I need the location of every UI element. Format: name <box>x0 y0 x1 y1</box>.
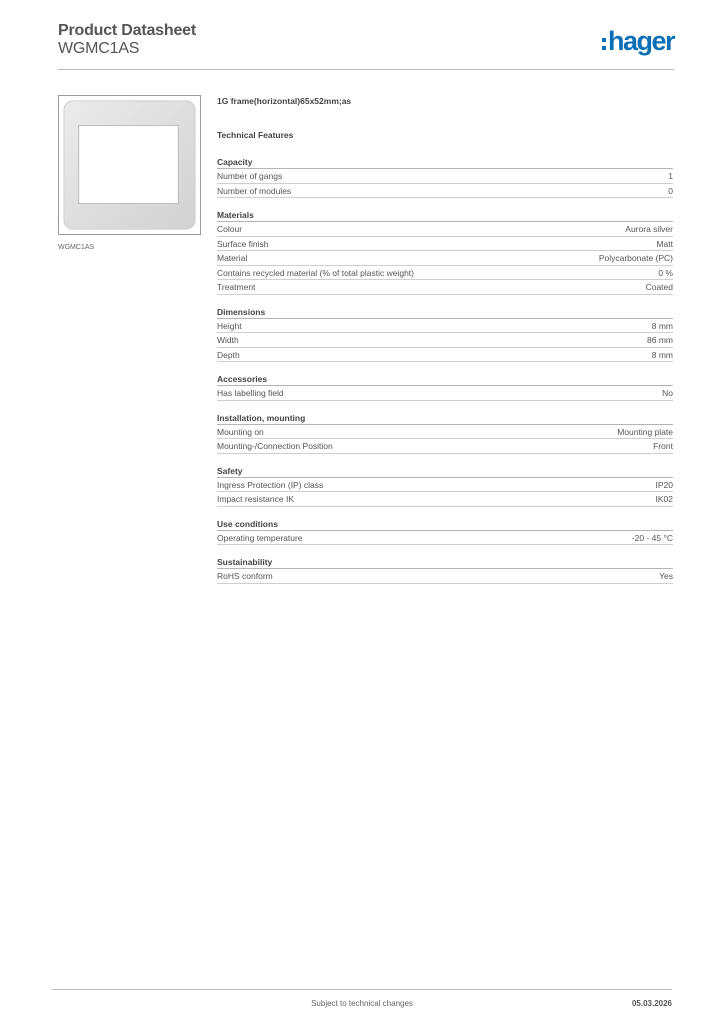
image-caption: WGMC1AS <box>58 244 95 251</box>
logo-text: hager <box>607 26 674 56</box>
spec-label: Contains recycled material (% of total plastic weight) <box>217 267 414 278</box>
spec-label: Number of modules <box>217 185 292 196</box>
spec-label: Surface finish <box>217 238 269 249</box>
spec-value: Aurora silver <box>625 224 673 234</box>
spec-label: RoHS conform <box>217 571 273 581</box>
section-gap <box>217 454 673 464</box>
spec-row <box>217 439 673 454</box>
section-gap <box>217 545 673 555</box>
spec-row <box>217 280 673 295</box>
spec-value: IK02 <box>655 494 673 504</box>
spec-row <box>217 333 673 348</box>
spec-value: No <box>662 388 673 398</box>
section-title: Accessories <box>217 372 673 386</box>
spec-value: Coated <box>645 282 673 292</box>
spec-row <box>217 478 673 493</box>
spec-row <box>217 386 673 401</box>
spec-value: 0 % <box>658 267 673 278</box>
section-gap <box>217 507 673 517</box>
spec-label: Material <box>217 253 248 263</box>
logo-dots-icon <box>602 38 606 50</box>
hager-logo <box>602 28 674 54</box>
spec-row <box>217 184 673 199</box>
frame-illustration-icon <box>59 96 200 234</box>
spec-value: Yes <box>659 571 673 581</box>
section-gap <box>217 198 673 208</box>
footer-date: 05.03.2026 <box>631 999 672 1008</box>
spec-label: Colour <box>217 224 243 234</box>
spec-value: -20 - 45 °C <box>631 532 673 543</box>
spec-row <box>217 169 673 184</box>
spec-sections <box>217 155 673 584</box>
section-title: Installation, mounting <box>217 411 673 425</box>
spec-row <box>217 425 673 440</box>
footer-note: Subject to technical changes <box>311 999 413 1008</box>
spec-value: 8 mm <box>651 320 673 331</box>
document-title: Product Datasheet <box>58 22 196 39</box>
spec-row <box>217 319 673 334</box>
section-title: Sustainability <box>217 555 673 569</box>
spec-label: Height <box>217 320 242 331</box>
spec-value: Polycarbonate (PC) <box>598 253 673 263</box>
spec-label: Number of gangs <box>217 171 283 181</box>
spec-value: 86 mm <box>647 335 673 345</box>
spec-label: Treatment <box>217 282 256 292</box>
spec-row <box>217 222 673 237</box>
spec-value: 0 <box>668 185 673 196</box>
spec-label: Depth <box>217 349 240 360</box>
section-title: Safety <box>217 464 673 478</box>
spec-content <box>217 95 673 584</box>
spec-row <box>217 348 673 363</box>
section-title: Dimensions <box>217 305 673 319</box>
spec-label: Ingress Protection (IP) class <box>217 479 324 490</box>
spec-row <box>217 531 673 546</box>
spec-row <box>217 266 673 281</box>
product-code: WGMC1AS <box>58 40 140 57</box>
spec-value: IP20 <box>655 479 673 490</box>
spec-row <box>217 492 673 507</box>
spec-label: Width <box>217 335 239 345</box>
spec-value: Mounting plate <box>617 426 673 437</box>
spec-value: Matt <box>656 238 673 249</box>
product-description: 1G frame(horizontal)65x52mm;as <box>217 96 352 106</box>
spec-value: 8 mm <box>651 349 673 360</box>
spec-value: Front <box>653 441 673 451</box>
technical-features-title: Technical Features <box>217 130 294 140</box>
spec-label: Mounting on <box>217 426 264 437</box>
section-gap <box>217 362 673 372</box>
section-title: Use conditions <box>217 517 673 531</box>
spec-label: Has labelling field <box>217 388 284 398</box>
page-header <box>58 22 674 70</box>
section-gap <box>217 401 673 411</box>
section-title: Capacity <box>217 155 673 169</box>
spec-row <box>217 237 673 252</box>
spec-label: Impact resistance IK <box>217 494 295 504</box>
spec-row <box>217 569 673 584</box>
product-image <box>58 95 201 235</box>
page-footer <box>52 989 672 1019</box>
spec-value: 1 <box>668 171 673 181</box>
spec-label: Mounting-/Connection Position <box>217 441 333 451</box>
section-gap <box>217 295 673 305</box>
section-title: Materials <box>217 208 673 222</box>
spec-row <box>217 251 673 266</box>
spec-label: Operating temperature <box>217 532 303 543</box>
